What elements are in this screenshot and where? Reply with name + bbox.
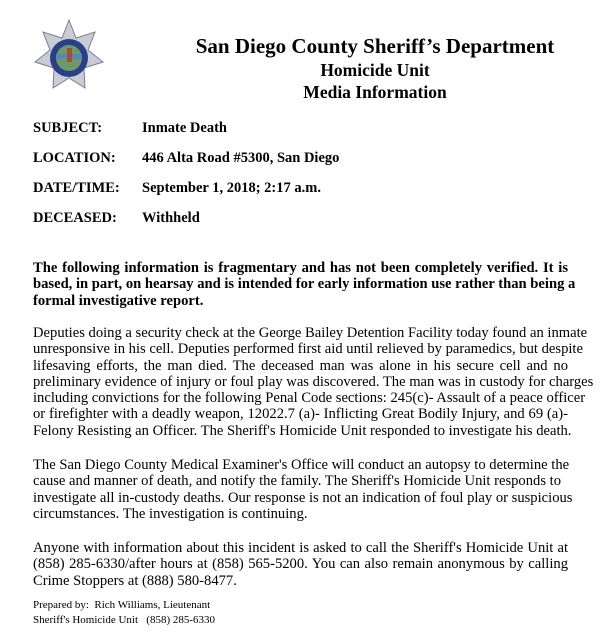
field-label: DATE/TIME: (33, 180, 120, 196)
text-line: or firefighter with a deadly weapon, 12022.7 (a)- Inflicting Great Bodily Injury, and 69 (a)- (33, 406, 568, 423)
field-label: LOCATION: (33, 150, 116, 166)
text-line: unresponsive in his cell. Deputies performed first aid until relieved by paramedics, but despite (33, 341, 583, 358)
text-line: investigate all in-custody deaths. Our response is not an indication of foul play or suspicious (33, 489, 573, 506)
text-line: lifesaving efforts, the man died. The deceased man was alone in his secure cell and no (33, 357, 568, 374)
text-line: formal investigative report. (33, 292, 204, 309)
text-line: including convictions for the following Penal Code sections: 245(c)- Assault of a peace officer (33, 390, 586, 407)
text-line: (858) 285-6330/after hours at (858) 565-5200. You can also remain anonymous by calling (33, 556, 568, 573)
field-value: Withheld (142, 210, 200, 226)
text-line: Crime Stoppers at (888) 580-8477. (33, 572, 237, 589)
text-line: based, in part, on hearsay and is intended for early information use rather than being a (33, 276, 576, 293)
prepared-by-line: Prepared by: Rich Williams, Lieutenant (33, 599, 211, 611)
field-label: DECEASED: (33, 210, 117, 226)
text-line: Anyone with information about this incident is asked to call the Sheriff's Homicide Unit at (33, 540, 568, 556)
text-line: Felony Resisting an Officer. The Sheriff's Homicide Unit responded to investigate his death. (33, 422, 572, 439)
field-label: SUBJECT: (33, 120, 103, 136)
field-value: Inmate Death (142, 120, 227, 136)
department-title: San Diego County Sheriff’s Department (195, 34, 555, 58)
field-value: September 1, 2018; 2:17 a.m. (142, 180, 321, 196)
autopsy-paragraph (33, 457, 573, 522)
text-line: circumstances. The investigation is continuing. (33, 505, 308, 522)
sheriff-badge-logo (33, 18, 105, 98)
contact-paragraph (33, 540, 568, 589)
text-line: Deputies doing a security check at the George Bailey Detention Facility today found an inmate (33, 325, 588, 341)
field-value: 446 Alta Road #5300, San Diego (142, 150, 340, 166)
text-line: cause and manner of death, and notify the family. The Sheriff's Homicide Unit responds to (33, 473, 562, 490)
text-line: The following information is fragmentary and has not been completely verified. It is (33, 260, 568, 276)
incident-paragraph (33, 325, 594, 439)
disclaimer-paragraph (33, 260, 576, 309)
text-line: preliminary evidence of injury or foul play was discovered. The man was in custody for charges (33, 373, 594, 390)
prepared-by (33, 598, 215, 627)
text-line: The San Diego County Medical Examiner's Office will conduct an autopsy to determine the (33, 457, 570, 473)
unit-title: Homicide Unit (320, 60, 430, 80)
prepared-by-contact: Sheriff's Homicide Unit (858) 285-6330 (33, 613, 216, 626)
document-subtitle: Media Information (303, 82, 447, 102)
